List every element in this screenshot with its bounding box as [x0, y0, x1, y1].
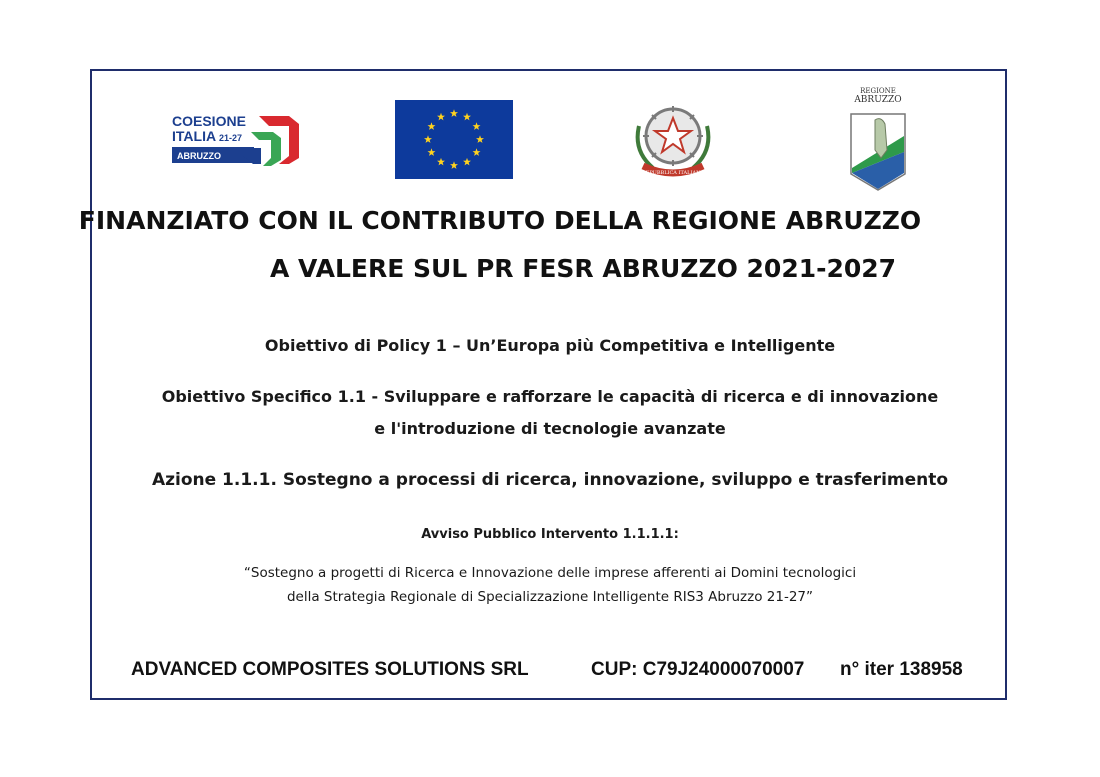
- notice-title-line-1: “Sostegno a progetti di Ricerca e Innovazione delle imprese afferenti ai Domini tecnologici: [243, 565, 857, 581]
- repubblica-italiana-emblem: [633, 96, 713, 180]
- action-text: Azione 1.1.1. Sostegno a processi di ricerca, innovazione, sviluppo e trasferimento: [151, 470, 949, 490]
- coesione-region: ABRUZZO: [177, 151, 221, 161]
- abruzzo-figure: [875, 119, 887, 158]
- coesione-line2: ITALIA: [172, 128, 217, 144]
- abruzzo-line2: ABRUZZO: [854, 95, 902, 105]
- coesione-italia-logo: [171, 110, 303, 170]
- coesione-line1: COESIONE: [172, 113, 246, 129]
- eu-flag-icon: [395, 100, 513, 179]
- specific-objective-line-1: Obiettivo Specifico 1.1 - Sviluppare e rafforzare le capacità di ricerca e di innovazione: [161, 387, 939, 406]
- public-notice: Avviso Pubblico Intervento 1.1.1.1:: [421, 527, 679, 542]
- notice-title-line-2: della Strategia Regionale di Specializzazione Intelligente RIS3 Abruzzo 21-27”: [286, 589, 814, 605]
- heading-line-1: FINANZIATO CON IL CONTRIBUTO DELLA REGIONE ABRUZZO: [78, 206, 922, 235]
- repubblica-text: REPUBBLICA ITALIANA: [641, 170, 705, 176]
- abruzzo-line1: REGIONE: [860, 87, 896, 95]
- cup-code: CUP: C79J24000070007: [591, 659, 805, 680]
- regione-abruzzo-logo: [845, 86, 911, 191]
- company-name: ADVANCED COMPOSITES SOLUTIONS SRL: [131, 659, 529, 680]
- iter-number: n° iter 138958: [840, 659, 963, 680]
- policy-objective: Obiettivo di Policy 1 – Un’Europa più Competitiva e Intelligente: [264, 336, 836, 355]
- coesione-years: 21-27: [219, 133, 243, 143]
- specific-objective-line-2: e l'introduzione di tecnologie avanzate: [374, 419, 726, 438]
- heading-line-2: A VALERE SUL PR FESR ABRUZZO 2021-2027: [269, 254, 897, 283]
